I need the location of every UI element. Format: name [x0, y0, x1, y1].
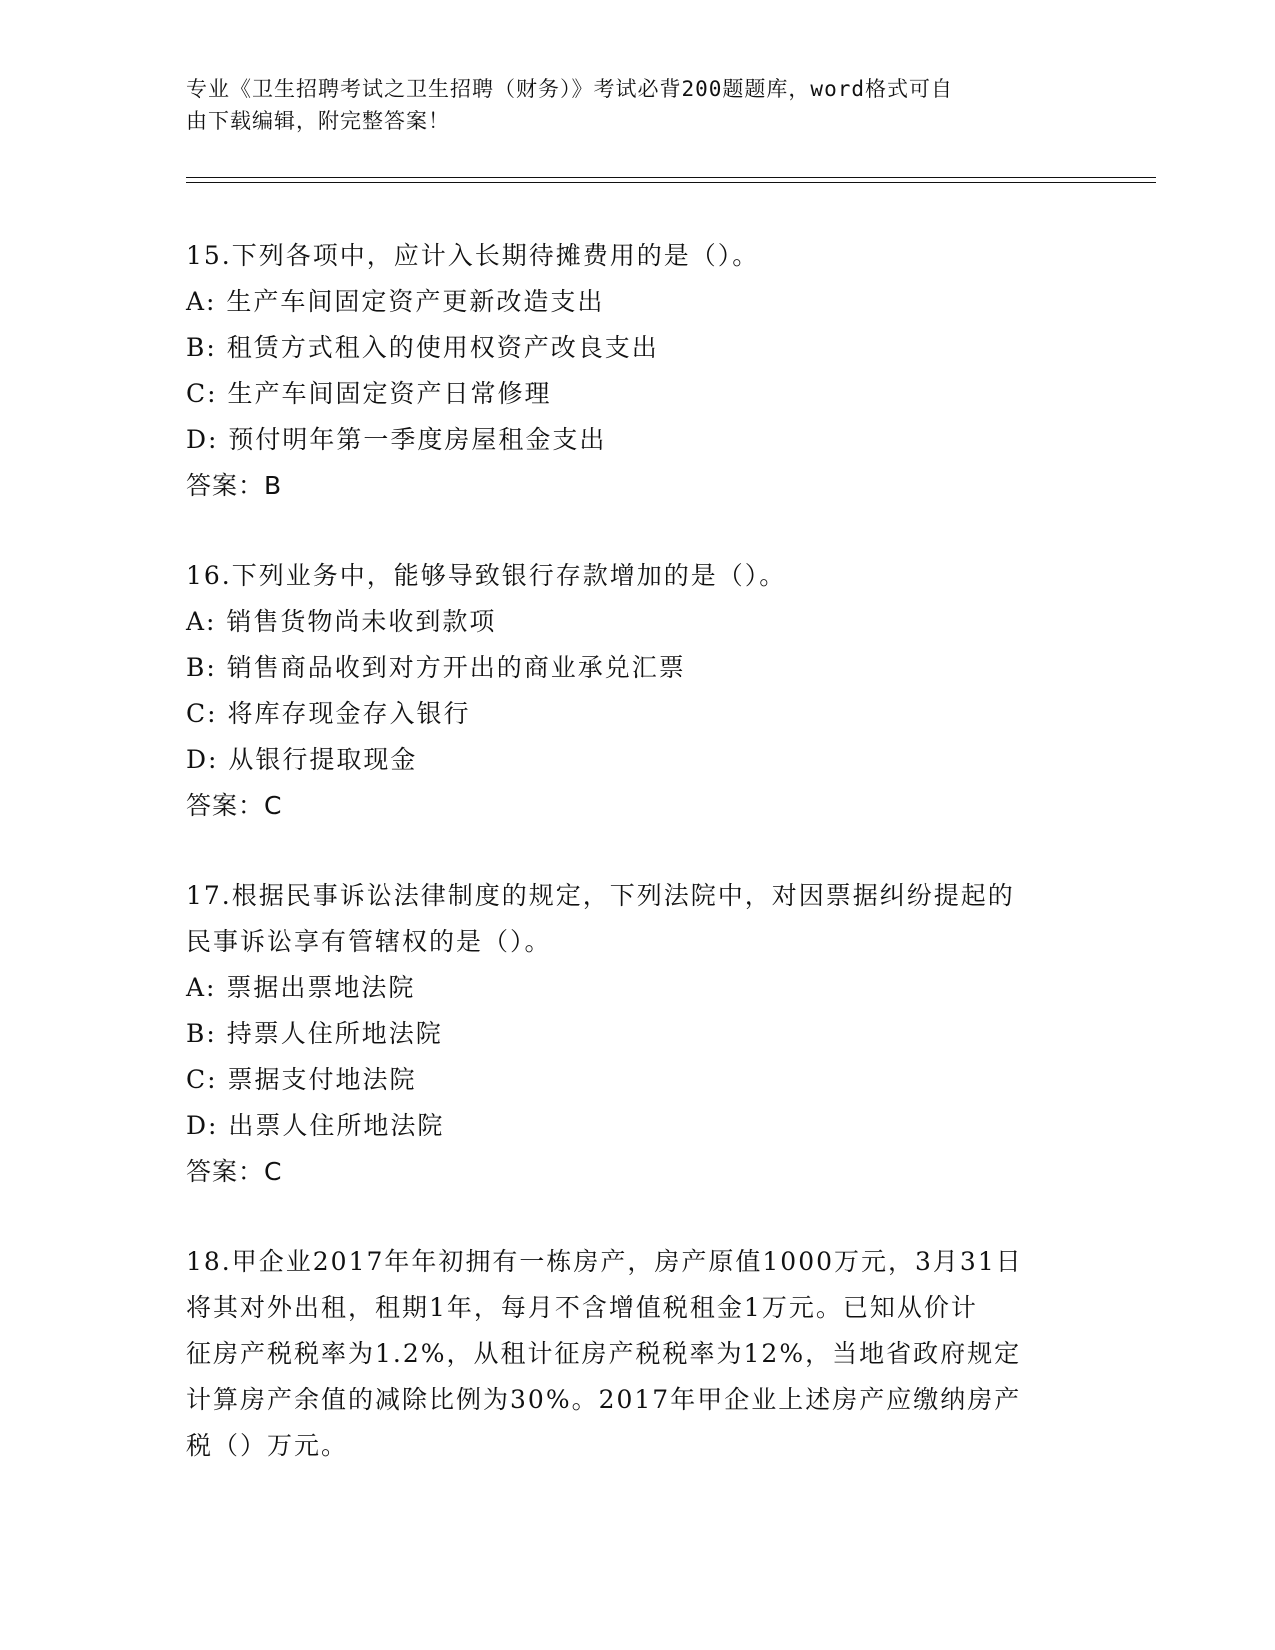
question-stem-line-1: 17.根据民事诉讼法律制度的规定，下列法院中，对因票据纠纷提起的 [186, 881, 1015, 910]
question-17 [186, 873, 1086, 1195]
option-d: D: 出票人住所地法院 [186, 1111, 445, 1140]
answer: 答案：B [186, 471, 283, 500]
option-a: A: 票据出票地法院 [186, 973, 416, 1002]
question-18 [186, 1239, 1086, 1469]
question-stem-line-1: 18.甲企业2017年年初拥有一栋房产，房产原值1000万元，3月31日 [186, 1247, 1023, 1276]
option-a: A: 生产车间固定资产更新改造支出 [186, 287, 605, 316]
question-list [186, 233, 1086, 1513]
question-stem-line-2: 民事诉讼享有管辖权的是（）。 [186, 927, 552, 956]
question-stem: 15.下列各项中，应计入长期待摊费用的是（）。 [186, 241, 760, 270]
option-a: A: 销售货物尚未收到款项 [186, 607, 497, 636]
header-divider-bottom [186, 182, 1156, 183]
question-stem: 16.下列业务中，能够导致银行存款增加的是（）。 [186, 561, 787, 590]
header-line-1: 专业《卫生招聘考试之卫生招聘（财务）》考试必背200题题库，word格式可自 [186, 77, 953, 101]
question-stem-line-3: 征房产税税率为1.2%，从租计征房产税税率为12%，当地省政府规定 [186, 1339, 1022, 1368]
question-stem-line-4: 计算房产余值的减除比例为30%。2017年甲企业上述房产应缴纳房产 [186, 1385, 1022, 1414]
answer: 答案：C [186, 1157, 283, 1186]
option-c: C: 将库存现金存入银行 [186, 699, 471, 728]
question-stem-line-2: 将其对外出租，租期1年，每月不含增值税租金1万元。已知从价计 [186, 1293, 978, 1322]
question-15 [186, 233, 1086, 509]
option-b: B: 租赁方式租入的使用权资产改良支出 [186, 333, 659, 362]
document-header [186, 73, 1066, 137]
header-divider-top [186, 177, 1156, 178]
option-d: D: 从银行提取现金 [186, 745, 418, 774]
option-d: D: 预付明年第一季度房屋租金支出 [186, 425, 607, 454]
option-c: C: 票据支付地法院 [186, 1065, 417, 1094]
header-line-2: 由下载编辑，附完整答案！ [186, 109, 450, 133]
option-b: B: 持票人住所地法院 [186, 1019, 443, 1048]
question-16 [186, 553, 1086, 829]
answer: 答案：C [186, 791, 283, 820]
option-c: C: 生产车间固定资产日常修理 [186, 379, 552, 408]
option-b: B: 销售商品收到对方开出的商业承兑汇票 [186, 653, 686, 682]
question-stem-line-5: 税（）万元。 [186, 1431, 349, 1460]
